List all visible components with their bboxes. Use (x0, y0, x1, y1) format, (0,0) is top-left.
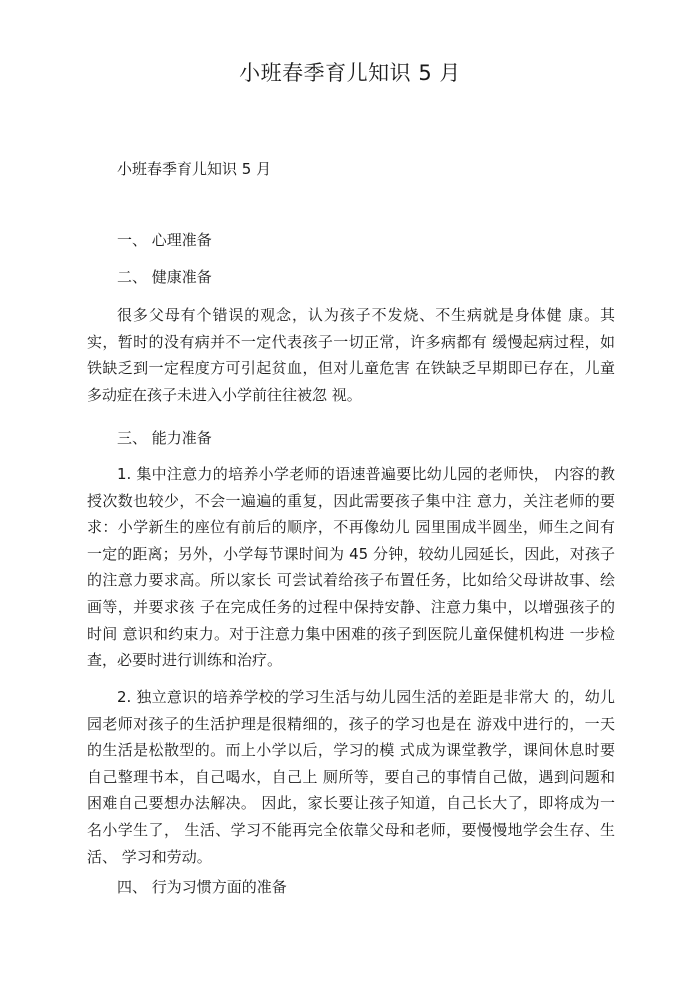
document-subtitle: 小班春季育儿知识 5 月 (117, 160, 272, 178)
section-heading-ability: 三、 能力准备 (117, 429, 212, 447)
section-heading-psych: 一、 心理准备 (117, 231, 212, 249)
paragraph-independence: 2. 独立意识的培养学校的学习生活与幼儿园生活的差距是非常大 的，幼儿园老师对孩子的生活护理是很精细的，孩子的学习也是在 游戏中进行的，一天的生活是松散型的。而上小学以后，学习的模 式成为课堂教学，课间休息时要自己整理书本，自己喝水，自己上 厕所等，要自己的事情自己做，遇到问题和困难自己要想办法解决。 因此，家长要让孩子知道，自己长大了，即将成为一名小学生了， 生活、学习不能再完全依靠父母和老师，要慢慢地学会生存、生活、 学习和劳动。 (87, 688, 615, 866)
paragraph-attention: 1. 集中注意力的培养小学老师的语速普遍要比幼儿园的老师快， 内容的教授次数也较少，不会一遍遍的重复，因此需要孩子集中注 意力，关注老师的要求：小学新生的座位有前后的顺序，不再像幼儿 园里围成半圆坐，师生之间有一定的距离；另外，小学每节课时间为 45 分钟，较幼儿园延长，因此，对孩子的注意力要求高。所以家长 可尝试着给孩子布置任务，比如给父母讲故事、绘画等，并要求孩 子在完成任务的过程中保持安静、注意力集中，以增强孩子的时间 意识和约束力。对于注意力集中困难的孩子到医院儿童保健机构进 一步检查，必要时进行训练和治疗。 (87, 465, 615, 670)
section-heading-habits: 四、 行为习惯方面的准备 (117, 878, 287, 896)
document-title: 小班春季育儿知识 5 月 (239, 61, 461, 85)
paragraph-health: 很多父母有个错误的观念，认为孩子不发烧、不生病就是身体健 康。其实，暂时的没有病并不一定代表孩子一切正常，许多病都有 缓慢起病过程，如铁缺乏到一定程度方可引起贫血，但对儿童危害 在铁缺乏早期即已存在，儿童多动症在孩子未进入小学前往往被忽 视。 (87, 306, 615, 404)
section-heading-health: 二、 健康准备 (117, 268, 212, 286)
